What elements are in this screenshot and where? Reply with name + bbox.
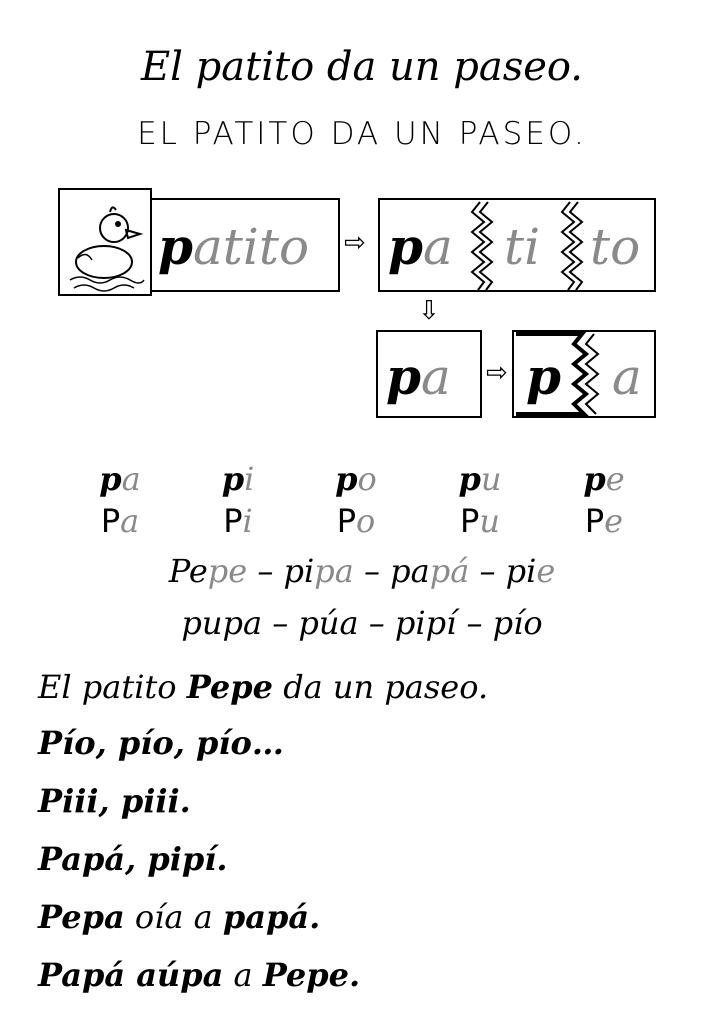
- syllable-split-box: [378, 198, 656, 292]
- word-line-2: pupa – púa – pipí – pío: [181, 604, 543, 642]
- page-title-cursive: El patito da un paseo.: [140, 44, 584, 90]
- sentence-4: Papá, pipí.: [38, 840, 228, 878]
- syllable-Pe: Pe: [584, 502, 624, 540]
- word-line-1: Pepe – pipa – papá – pie: [168, 552, 556, 590]
- split-syllable-3: to: [590, 218, 641, 276]
- syllable-pu: pu: [458, 460, 502, 498]
- duck-icon: [60, 190, 150, 294]
- p-letter: p: [526, 347, 561, 406]
- sentence-6: Papá aúpa a Pepe.: [38, 956, 361, 994]
- pa-vowel: a: [420, 348, 451, 406]
- arrow-right-icon: ⇨: [344, 228, 366, 258]
- syllable-Pu: Pu: [460, 502, 500, 540]
- split-syllable-1-consonant: p: [388, 217, 423, 276]
- syllable-pe: pe: [583, 460, 625, 498]
- syllable-Po: Po: [336, 502, 376, 540]
- zigzag-divider-icon-2: [514, 332, 654, 416]
- sentence-3: Piii, piii.: [38, 782, 191, 820]
- duck-picture-box: [58, 188, 152, 296]
- sentence-5: Pepa oía a papá.: [38, 898, 321, 936]
- sentence-2: Pío, pío, pío…: [38, 724, 284, 762]
- arrow-right-icon-2: ⇨: [486, 358, 508, 388]
- syllable-po: po: [335, 460, 377, 498]
- word-rest: atito: [192, 218, 310, 276]
- pa-box: [376, 330, 482, 418]
- word-first-letter: p: [158, 217, 193, 276]
- syllable-Pa: Pa: [100, 502, 140, 540]
- a-letter: a: [612, 348, 642, 406]
- split-syllable-2: ti: [504, 218, 541, 276]
- split-syllable-1-vowel: a: [422, 218, 453, 276]
- syllable-Pi: Pi: [223, 502, 253, 540]
- page-title-print: EL PATITO DA UN PASEO.: [137, 116, 587, 152]
- sentence-1: El patito Pepe da un paseo.: [38, 668, 489, 706]
- zigzag-divider-icon: [380, 200, 656, 290]
- pa-consonant: p: [386, 347, 421, 406]
- p-a-split-box: [512, 330, 656, 418]
- syllable-pa: pa: [99, 460, 141, 498]
- word-box-patito: [150, 198, 340, 292]
- syllable-pi: pi: [221, 460, 255, 498]
- arrow-down-icon: ⇩: [418, 296, 440, 326]
